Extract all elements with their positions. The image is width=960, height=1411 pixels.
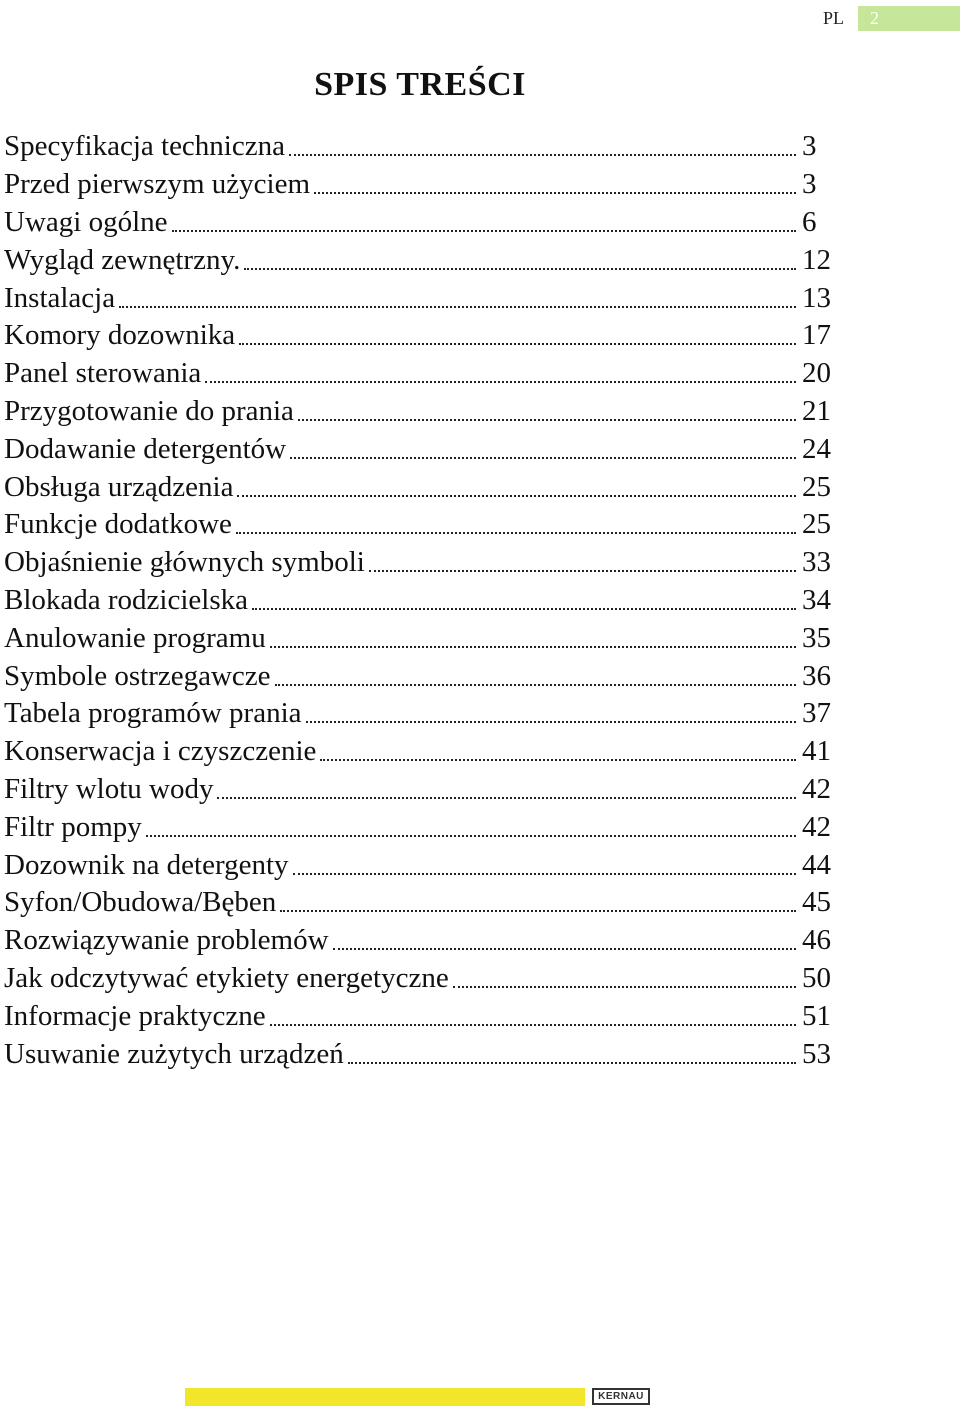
toc-entry-label: Dozownik na detergenty — [4, 848, 289, 881]
toc-dot-leader — [298, 393, 796, 430]
toc-dot-leader — [306, 695, 796, 732]
toc-entry-label: Dodawanie detergentów — [4, 432, 287, 465]
toc-entry — [4, 771, 840, 809]
toc-dot-leader — [217, 771, 796, 808]
toc-entry — [4, 241, 840, 279]
toc-entry — [4, 960, 840, 998]
toc-dot-leader — [348, 1036, 796, 1073]
toc-entry-page-number: 6 — [802, 205, 817, 238]
toc-entry — [4, 657, 840, 695]
toc-entry-page-number: 17 — [802, 319, 831, 352]
toc-entry-label: Specyfikacja techniczna — [4, 130, 285, 163]
toc-dot-leader — [237, 469, 796, 506]
toc-entry-page-number: 37 — [802, 697, 831, 730]
toc-entry-page-number: 45 — [802, 886, 831, 919]
toc-entry-label: Usuwanie zużytych urządzeń — [4, 1037, 344, 1070]
toc-entry — [4, 317, 840, 355]
toc-entry-page-number: 41 — [802, 735, 831, 768]
toc-entry-page-number: 36 — [802, 659, 831, 692]
toc-dot-leader — [289, 128, 796, 165]
toc-entry-page-number: 42 — [802, 772, 831, 805]
toc-dot-leader — [146, 809, 796, 846]
toc-dot-leader — [270, 998, 796, 1035]
toc-entry-page-number: 12 — [802, 243, 831, 276]
toc-dot-leader — [320, 733, 796, 770]
brand-logo: KERNAU — [592, 1388, 650, 1405]
toc-dot-leader — [119, 280, 796, 317]
toc-entry — [4, 582, 840, 620]
toc-entry-label: Komory dozownika — [4, 319, 236, 352]
toc-entry-page-number: 35 — [802, 621, 831, 654]
toc-dot-leader — [290, 431, 796, 468]
toc-entry-page-number: 50 — [802, 961, 831, 994]
toc-entry-page-number: 33 — [802, 546, 831, 579]
toc-dot-leader — [270, 620, 796, 657]
toc-entry-page-number: 24 — [802, 432, 831, 465]
toc-entry-label: Konserwacja i czyszczenie — [4, 735, 317, 768]
toc-entry-label: Funkcje dodatkowe — [4, 508, 232, 541]
footer-accent-bar — [185, 1388, 585, 1406]
toc-entry-label: Panel sterowania — [4, 357, 202, 390]
toc-dot-leader — [236, 506, 796, 543]
toc-entry-label: Instalacja — [4, 281, 116, 314]
toc-entry — [4, 355, 840, 393]
toc-entry — [4, 468, 840, 506]
toc-entry-label: Przed pierwszym użyciem — [4, 168, 311, 201]
toc-entry-page-number: 46 — [802, 924, 831, 957]
toc-entry — [4, 166, 840, 204]
toc-dot-leader — [252, 582, 796, 619]
page-title: SPIS TREŚCI — [314, 66, 526, 103]
toc-entry-label: Przygotowanie do prania — [4, 394, 294, 427]
toc-entry-page-number: 21 — [802, 394, 831, 427]
toc-entry-page-number: 53 — [802, 1037, 831, 1070]
language-code: PL — [822, 7, 844, 28]
toc-entry-page-number: 34 — [802, 583, 831, 616]
toc-entry — [4, 506, 840, 544]
toc-entry-label: Syfon/Obudowa/Bęben — [4, 886, 277, 919]
toc-dot-leader — [453, 960, 796, 997]
toc-entry — [4, 1035, 840, 1073]
toc-dot-leader — [293, 847, 796, 884]
page-number: 2 — [858, 6, 960, 31]
toc-entry-page-number: 44 — [802, 848, 831, 881]
toc-dot-leader — [244, 242, 796, 279]
toc-entry-page-number: 3 — [802, 168, 817, 201]
toc-entry-label: Wygląd zewnętrzny. — [4, 243, 241, 276]
toc-entry-page-number: 20 — [802, 357, 831, 390]
toc-entry — [4, 808, 840, 846]
toc-entry — [4, 619, 840, 657]
toc-entry-label: Blokada rodzicielska — [4, 583, 248, 616]
toc-entry-page-number: 3 — [802, 130, 817, 163]
toc-dot-leader — [205, 355, 796, 392]
toc-dot-leader — [239, 317, 796, 354]
toc-entry-label: Uwagi ogólne — [4, 205, 168, 238]
toc-entry-label: Filtry wlotu wody — [4, 772, 214, 805]
toc-entry-label: Objaśnienie głównych symboli — [4, 546, 365, 579]
toc-entry-label: Jak odczytywać etykiety energetyczne — [4, 961, 449, 994]
toc-entry — [4, 204, 840, 242]
toc-entry — [4, 846, 840, 884]
page-header — [823, 3, 960, 33]
toc-entry-label: Informacje praktyczne — [4, 999, 266, 1032]
toc-entry-page-number: 25 — [802, 508, 831, 541]
toc-entry-page-number: 42 — [802, 810, 831, 843]
toc-dot-leader — [314, 166, 796, 203]
toc-entry-page-number: 13 — [802, 281, 831, 314]
table-of-contents — [4, 128, 840, 1073]
toc-entry-label: Obsługa urządzenia — [4, 470, 234, 503]
toc-entry-label: Filtr pompy — [4, 810, 142, 843]
toc-entry — [4, 733, 840, 771]
toc-dot-leader — [280, 884, 796, 921]
toc-dot-leader — [172, 204, 797, 241]
toc-entry — [4, 279, 840, 317]
toc-entry-label: Anulowanie programu — [4, 621, 266, 654]
toc-entry — [4, 544, 840, 582]
toc-entry-page-number: 25 — [802, 470, 831, 503]
toc-entry — [4, 393, 840, 431]
toc-entry — [4, 695, 840, 733]
toc-entry — [4, 128, 840, 166]
toc-entry-label: Rozwiązywanie problemów — [4, 924, 329, 957]
toc-entry-page-number: 51 — [802, 999, 831, 1032]
toc-entry — [4, 430, 840, 468]
toc-entry — [4, 922, 840, 960]
toc-entry — [4, 884, 840, 922]
toc-entry — [4, 997, 840, 1035]
toc-entry-label: Tabela programów prania — [4, 697, 302, 730]
toc-dot-leader — [333, 922, 796, 959]
toc-dot-leader — [369, 544, 796, 581]
toc-dot-leader — [275, 658, 796, 695]
toc-entry-label: Symbole ostrzegawcze — [4, 659, 271, 692]
